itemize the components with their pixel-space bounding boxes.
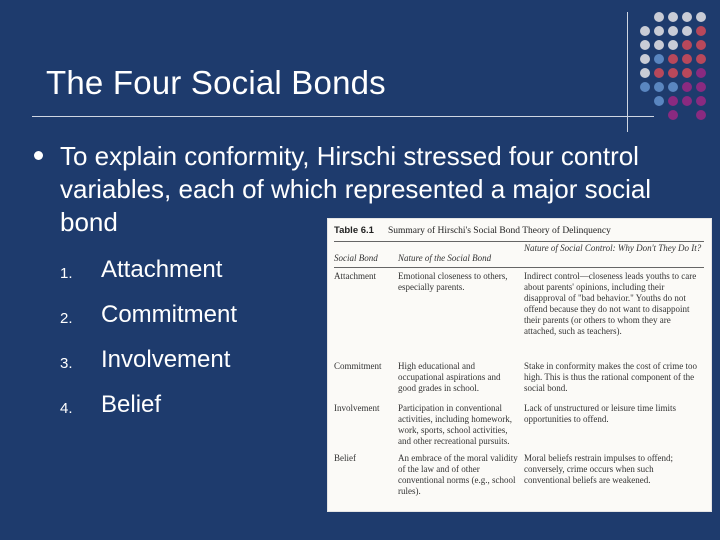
table-cell-bond: Attachment — [334, 271, 376, 281]
table-cell-control: Moral beliefs restrain impulses to offend; conversely, crime occurs when such conventional beliefs are weakened. — [524, 453, 674, 485]
decorative-dot — [682, 40, 692, 50]
list-item-label: Attachment — [101, 256, 223, 283]
list-item-number: 1. — [60, 265, 73, 282]
decorative-dot — [696, 40, 706, 50]
list-item — [60, 391, 320, 436]
decorative-dot — [682, 12, 692, 22]
list-item-label: Involvement — [101, 346, 231, 373]
decorative-dot — [668, 82, 678, 92]
decorative-dot — [668, 54, 678, 64]
table-cell-control: Stake in conformity makes the cost of crime too high. This is thus the rational component of the social bond. — [524, 361, 697, 393]
list-item-number: 4. — [60, 400, 73, 417]
table-rule — [334, 267, 704, 268]
table-cell-nature: High educational and occupational aspirations and good grades in school. — [398, 361, 501, 393]
decorative-dot — [640, 26, 650, 36]
numbered-list — [60, 256, 320, 436]
decorative-dot — [696, 26, 706, 36]
table-rule — [334, 241, 704, 242]
table-cell-nature: An embrace of the moral validity of the law and of other conventional norms (e.g., school rules). — [398, 453, 518, 496]
decorative-dot — [696, 96, 706, 106]
decorative-dot — [696, 54, 706, 64]
decorative-dot — [682, 82, 692, 92]
decorative-dot — [696, 68, 706, 78]
decorative-dot — [668, 26, 678, 36]
decorative-dot — [654, 54, 664, 64]
decorative-dot — [682, 26, 692, 36]
decorative-dot — [654, 26, 664, 36]
bullet-icon — [34, 151, 43, 160]
table-cell-nature: Participation in conventional activities, including homework, work, sports, school activities, and other recreational pursuits. — [398, 403, 512, 446]
table-cell-bond: Commitment — [334, 361, 382, 371]
decorative-dot — [668, 12, 678, 22]
table-caption — [334, 225, 611, 236]
table-cell-nature: Emotional closeness to others, especially parents. — [398, 271, 508, 292]
decorative-dot — [640, 40, 650, 50]
table-cell-bond: Involvement — [334, 403, 380, 413]
decorative-dot — [640, 82, 650, 92]
decorative-dot — [682, 96, 692, 106]
decorative-dot — [682, 54, 692, 64]
slide-title: The Four Social Bonds — [46, 64, 386, 101]
title-underline-rule — [32, 116, 654, 117]
decorative-dot — [668, 96, 678, 106]
list-item-number: 3. — [60, 355, 73, 372]
bullet-text: To explain conformity, Hirschi stressed four control variables, each of which represented a major social bond — [60, 141, 652, 237]
table-title: Summary of Hirschi's Social Bond Theory of Delinquency — [387, 226, 611, 236]
decorative-dot — [640, 68, 650, 78]
table-cell-control: Indirect control—closeness leads youths to care about parents' opinions, including their disapproval of "bad behavior." Youths do not offend because they do not want to disappoint their parents (or others to whom they are attached, such as teachers). — [524, 271, 697, 336]
decorative-dot — [696, 110, 706, 120]
decorative-dot — [654, 12, 664, 22]
table-cell-bond: Belief — [334, 453, 356, 463]
decorative-dot — [682, 68, 692, 78]
list-item-label: Belief — [101, 391, 162, 418]
decorative-dot — [696, 12, 706, 22]
table-image — [327, 218, 712, 512]
table-header-control: Nature of Social Control: Why Don't They Do It? — [524, 243, 702, 253]
decorative-dot — [640, 54, 650, 64]
list-item — [60, 346, 320, 391]
list-item-label: Commitment — [101, 301, 238, 328]
table-header-bond: Social Bond — [334, 253, 378, 263]
decorative-dot — [654, 40, 664, 50]
decorative-dot — [668, 68, 678, 78]
list-item — [60, 301, 320, 346]
table-header-nature: Nature of the Social Bond — [398, 253, 492, 263]
decorative-vertical-rule — [627, 12, 628, 132]
decorative-dot — [654, 82, 664, 92]
list-item-number: 2. — [60, 310, 73, 327]
decorative-dot — [654, 68, 664, 78]
decorative-dot — [668, 40, 678, 50]
table-cell-control: Lack of unstructured or leisure time limits opportunities to offend. — [524, 403, 676, 424]
table-number: Table 6.1 — [334, 225, 374, 236]
list-item — [60, 256, 320, 301]
decorative-dot — [696, 82, 706, 92]
decorative-dot — [654, 96, 664, 106]
decorative-dot — [668, 110, 678, 120]
